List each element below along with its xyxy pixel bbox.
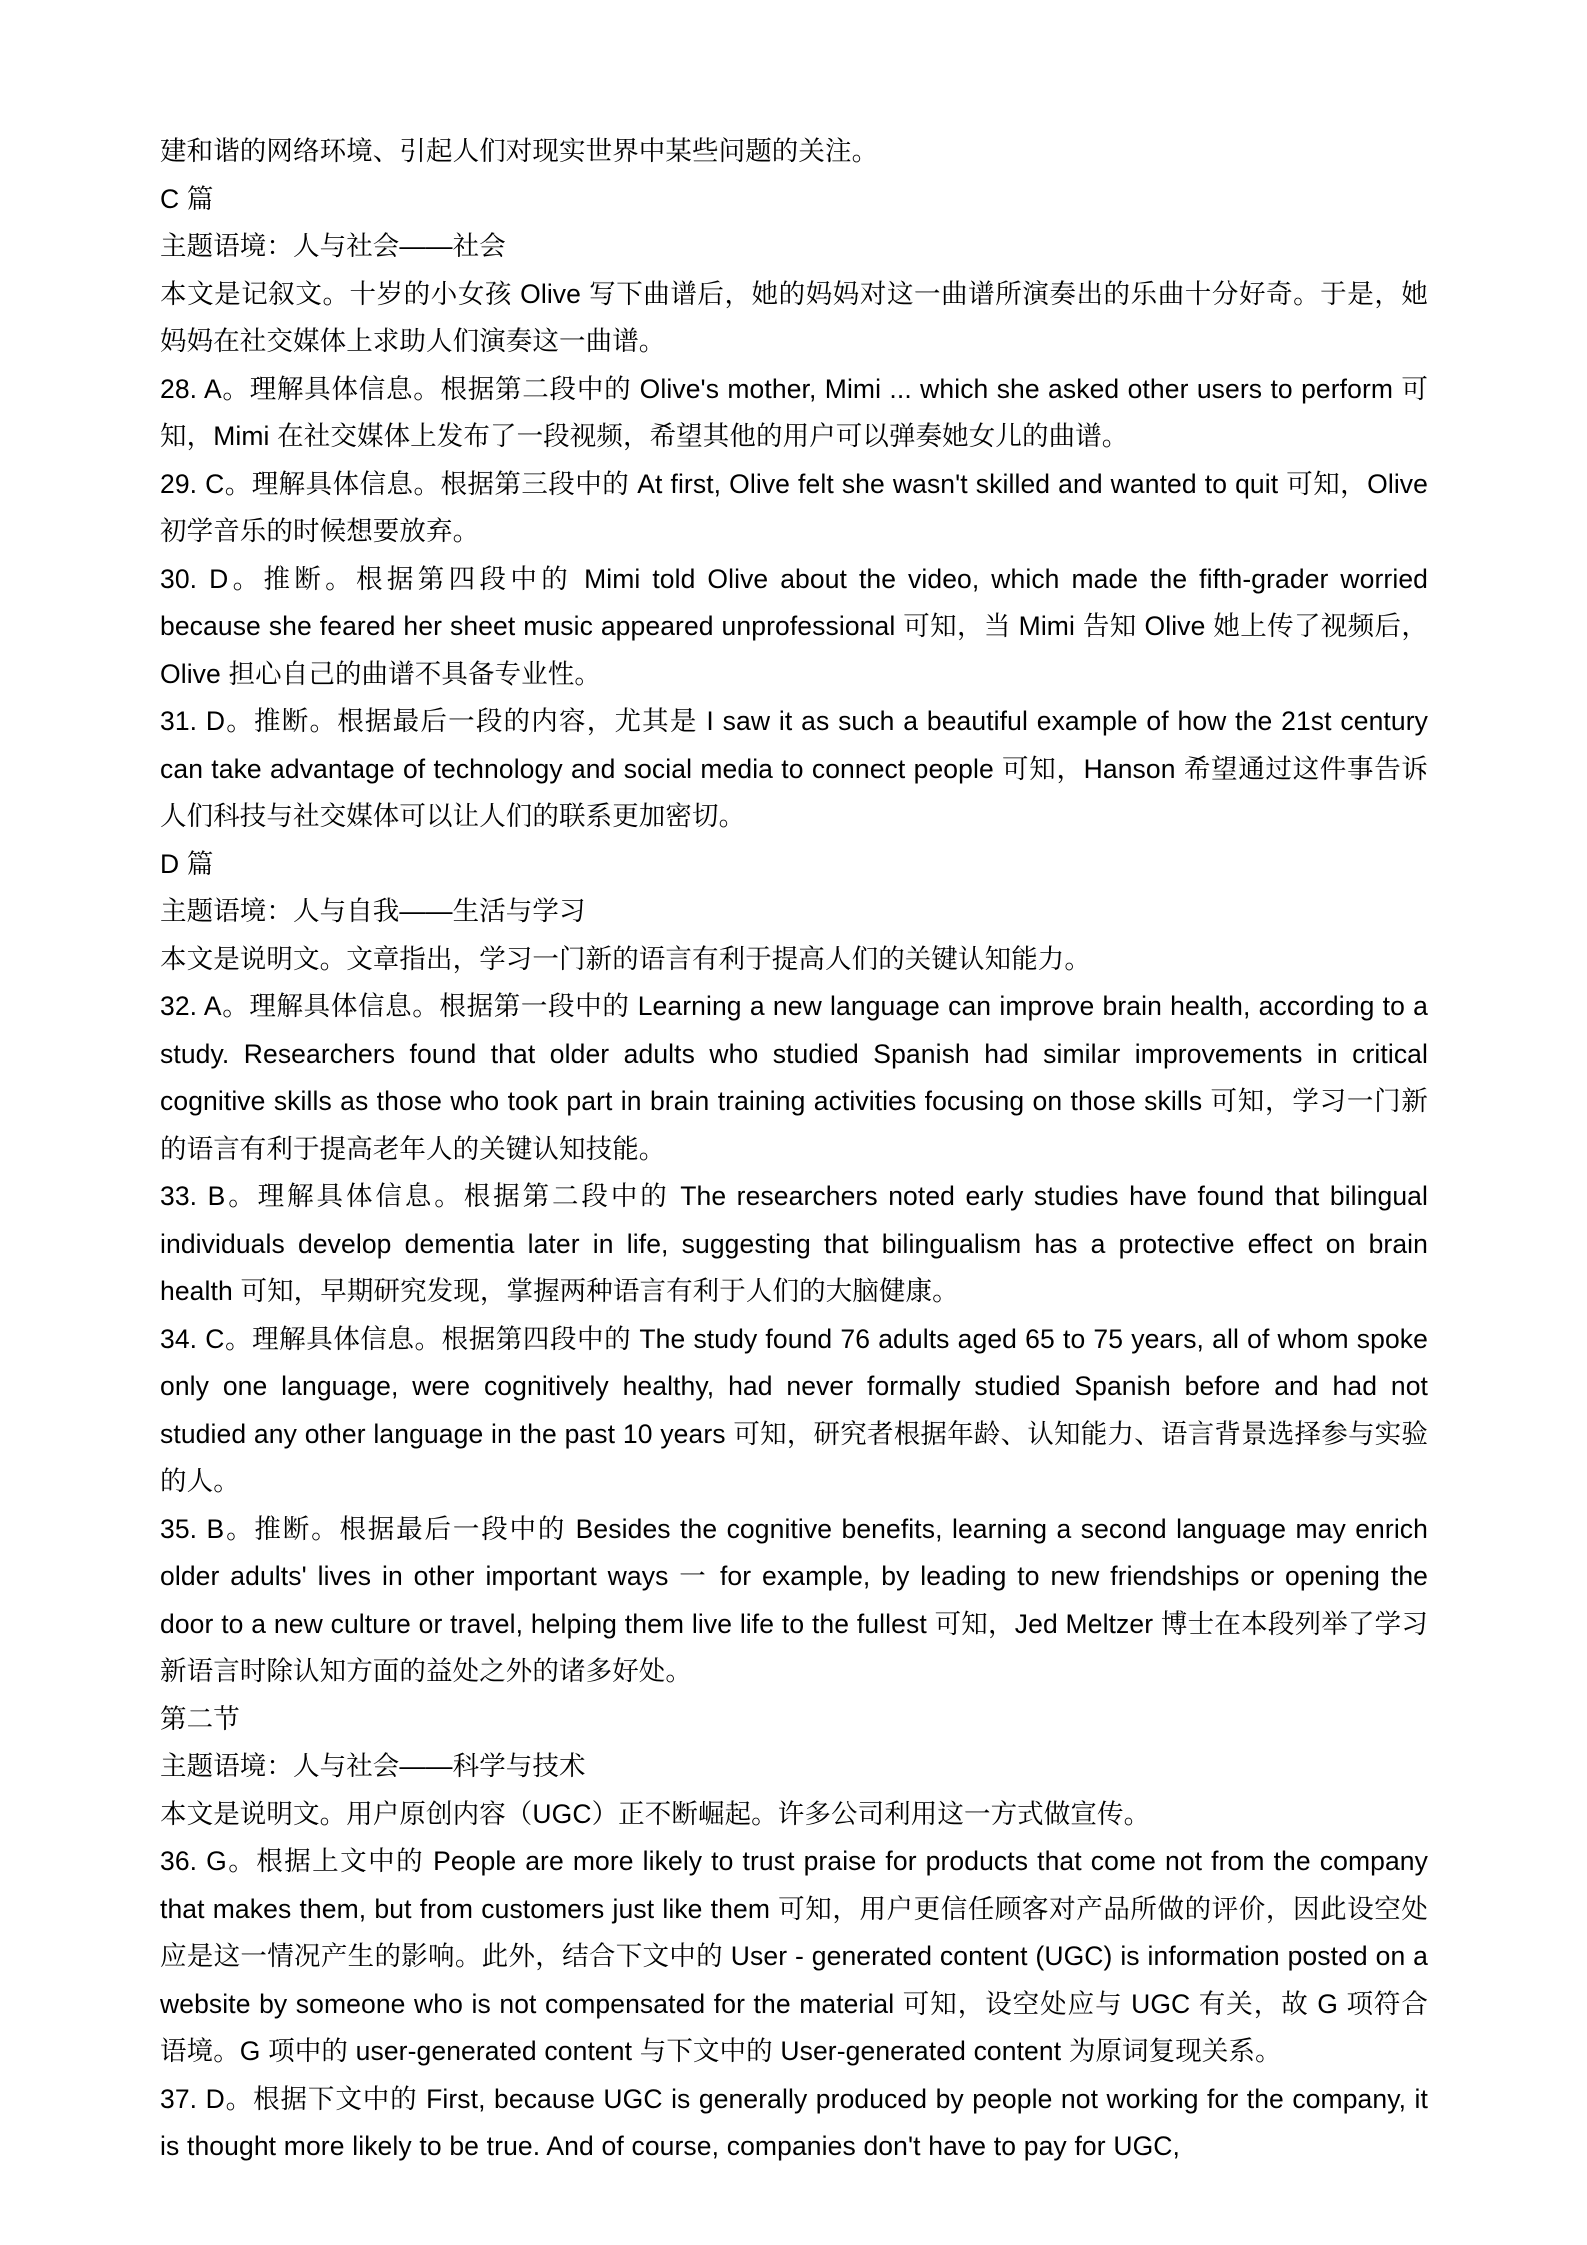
topic-context-part-two: 主题语境：人与社会——科学与技术: [160, 1751, 586, 1781]
answer-explanation-30: 30. D。推断。根据第四段中的 Mimi told Olive about the video, which made the fifth-grader worried because she feared her sheet music appeared unprofessional 可知，当 Mimi 告知 Olive 她上传了视频后，Olive 担心自己的曲谱不具备专业性。: [160, 563, 1428, 689]
section-heading-part-two: 第二节: [160, 1703, 240, 1734]
answer-explanation-35: 35. B。推断。根据最后一段中的 Besides the cognitive benefits, learning a second language may enrich older adults' lives in other important ways 一 for example, by leading to new friendships or opening the door to a new culture or travel, helping them live life to the fullest 可知，Jed Meltzer 博士在本段列举了学习新语言时除认知方面的益处之外的诸多好处。: [160, 1513, 1428, 1686]
section-heading-c: C 篇: [160, 183, 214, 214]
answer-explanation-33: 33. B。理解具体信息。根据第二段中的 The researchers noted early studies have found that bilingual individuals develop dementia later in life, suggesting that bilingualism has a protective effect on brain health 可知，早期研究发现，掌握两种语言有利于人们的大脑健康。: [160, 1181, 1428, 1306]
continued-paragraph: 建和谐的网络环境、引起人们对现实世界中某些问题的关注。: [160, 136, 879, 166]
answer-explanation-29: 29. C。理解具体信息。根据第三段中的 At first, Olive felt she wasn't skilled and wanted to quit 可知，Olive 初学音乐的时候想要放弃。: [160, 468, 1428, 546]
answer-explanation-28: 28. A。理解具体信息。根据第二段中的 Olive's mother, Mimi ... which she asked other users to perform 可知，Mimi 在社交媒体上发布了一段视频，希望其他的用户可以弹奏她女儿的曲谱。: [160, 373, 1428, 451]
answer-explanation-32: 32. A。理解具体信息。根据第一段中的 Learning a new language can improve brain health, according to a study. Researchers found that older adults who studied Spanish had similar improvements in critical cognitive skills as those who took part in brain training activities focusing on those skills 可知，学习一门新的语言有利于提高老年人的关键认知技能。: [160, 991, 1428, 1164]
answer-explanation-37: 37. D。根据下文中的 First, because UGC is generally produced by people not working for the company, it is thought more likely to be true. And of course, companies don't have to pay for UGC,: [160, 2083, 1428, 2161]
answer-explanation-31: 31. D。推断。根据最后一段的内容，尤其是 I saw it as such a beautiful example of how the 21st century can take advantage of technology and social media to connect people 可知，Hanson 希望通过这件事告诉人们科技与社交媒体可以让人们的联系更加密切。: [160, 706, 1428, 831]
topic-context-d: 主题语境：人与自我——生活与学习: [160, 896, 586, 926]
passage-summary-d: 本文是说明文。文章指出，学习一门新的语言有利于提高人们的关键认知能力。: [160, 943, 1091, 974]
passage-summary-c: 本文是记叙文。十岁的小女孩 Olive 写下曲谱后，她的妈妈对这一曲谱所演奏出的乐曲十分好奇。于是，她妈妈在社交媒体上求助人们演奏这一曲谱。: [160, 278, 1428, 356]
answer-explanation-36: 36. G。根据上文中的 People are more likely to trust praise for products that come not from the company that makes them, but from customers just like them 可知，用户更信任顾客对产品所做的评价，因此设空处应是这一情况产生的影响。此外，结合下文中的 User - generated content (UGC) is information posted on a website by someone who is not compensated for the material 可知，设空处应与 UGC 有关，故 G 项符合语境。G 项中的 user-generated content 与下文中的 User-generated content 为原词复现关系。: [160, 1846, 1428, 2066]
topic-context-c: 主题语境：人与社会——社会: [160, 231, 506, 261]
document-body: [160, 128, 1428, 2171]
passage-summary-part-two: 本文是说明文。用户原创内容（UGC）正不断崛起。许多公司利用这一方式做宣传。: [160, 1798, 1151, 1829]
section-heading-d: D 篇: [160, 848, 214, 879]
answer-explanation-34: 34. C。理解具体信息。根据第四段中的 The study found 76 adults aged 65 to 75 years, all of whom spoke only one language, were cognitively healthy, had never formally studied Spanish before and had not studied any other language in the past 10 years 可知，研究者根据年龄、认知能力、语言背景选择参与实验的人。: [160, 1323, 1428, 1496]
